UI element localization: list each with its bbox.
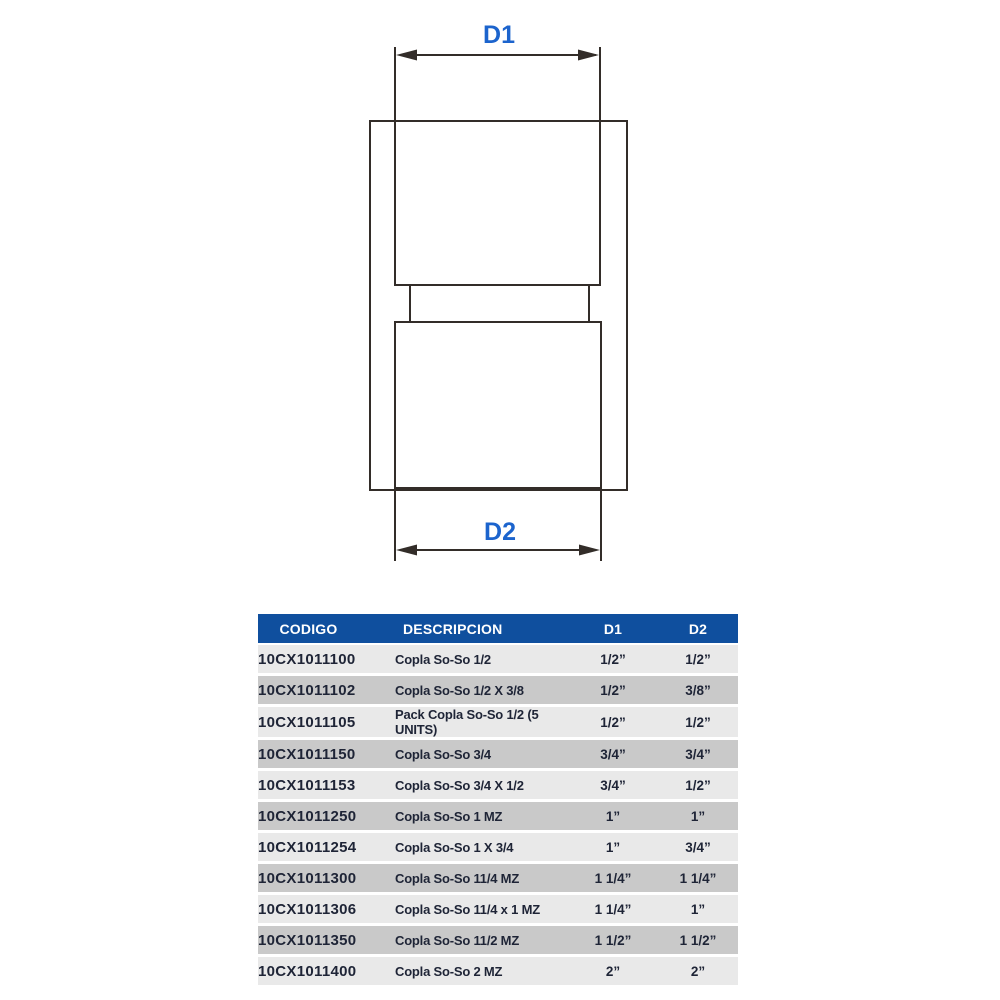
coupling-top-socket-outline [395, 121, 600, 285]
column-header-d2: D2 [658, 614, 738, 644]
product-code: 10CX1011400 [258, 956, 395, 987]
table-row [258, 739, 738, 770]
d2-value: 2” [658, 956, 738, 987]
column-header-codigo: CODIGO [258, 614, 395, 644]
d2-arrowhead-left [396, 545, 417, 556]
product-description: Copla So-So 3/4 [395, 739, 568, 770]
table-row [258, 956, 738, 987]
product-description: Copla So-So 1/2 X 3/8 [395, 675, 568, 706]
product-code: 10CX1011306 [258, 894, 395, 925]
column-header-d1: D1 [568, 614, 658, 644]
d2-value: 1 1/4” [658, 863, 738, 894]
d1-value: 3/4” [568, 739, 658, 770]
product-description: Copla So-So 11/4 MZ [395, 863, 568, 894]
d2-value: 3/8” [658, 675, 738, 706]
d1-value: 1/2” [568, 675, 658, 706]
d1-arrowhead-left [396, 50, 417, 61]
d2-value: 1” [658, 894, 738, 925]
d2-arrowhead-right [579, 545, 600, 556]
d1-value: 1 1/4” [568, 894, 658, 925]
d2-value: 1/2” [658, 706, 738, 739]
product-description: Copla So-So 11/4 x 1 MZ [395, 894, 568, 925]
product-description: Copla So-So 1/2 [395, 644, 568, 675]
product-code: 10CX1011250 [258, 801, 395, 832]
coupling-middle-waist-outline [410, 285, 589, 322]
table-row [258, 925, 738, 956]
product-code: 10CX1011254 [258, 832, 395, 863]
table-row [258, 706, 738, 739]
d1-value: 1 1/4” [568, 863, 658, 894]
product-description: Copla So-So 11/2 MZ [395, 925, 568, 956]
table-header-row [258, 614, 738, 644]
d1-value: 1/2” [568, 644, 658, 675]
table-row [258, 894, 738, 925]
table-row [258, 801, 738, 832]
product-description: Copla So-So 1 X 3/4 [395, 832, 568, 863]
product-description: Pack Copla So-So 1/2 (5 UNITS) [395, 706, 568, 739]
product-code: 10CX1011102 [258, 675, 395, 706]
product-code: 10CX1011153 [258, 770, 395, 801]
product-description: Copla So-So 3/4 X 1/2 [395, 770, 568, 801]
d2-value: 1/2” [658, 644, 738, 675]
product-code: 10CX1011350 [258, 925, 395, 956]
d1-value: 1/2” [568, 706, 658, 739]
product-code: 10CX1011100 [258, 644, 395, 675]
d1-value: 1 1/2” [568, 925, 658, 956]
d2-value: 3/4” [658, 739, 738, 770]
product-code: 10CX1011105 [258, 706, 395, 739]
table-row [258, 832, 738, 863]
product-description: Copla So-So 1 MZ [395, 801, 568, 832]
d2-dimension-label: D2 [484, 518, 516, 546]
d1-value: 2” [568, 956, 658, 987]
d1-dimension-label: D1 [483, 21, 515, 49]
d1-arrowhead-right [578, 50, 599, 61]
table-row [258, 770, 738, 801]
d2-value: 1 1/2” [658, 925, 738, 956]
d2-value: 1/2” [658, 770, 738, 801]
d1-value: 1” [568, 801, 658, 832]
table-row [258, 863, 738, 894]
product-code: 10CX1011300 [258, 863, 395, 894]
d2-value: 3/4” [658, 832, 738, 863]
column-header-descripcion: DESCRIPCION [395, 614, 568, 644]
product-code: 10CX1011150 [258, 739, 395, 770]
d1-value: 3/4” [568, 770, 658, 801]
d2-value: 1” [658, 801, 738, 832]
product-spec-table-container [258, 614, 738, 988]
product-description: Copla So-So 2 MZ [395, 956, 568, 987]
table-row [258, 644, 738, 675]
product-spec-table [258, 614, 738, 988]
coupling-bottom-socket-outline [395, 322, 601, 488]
d1-value: 1” [568, 832, 658, 863]
table-row [258, 675, 738, 706]
